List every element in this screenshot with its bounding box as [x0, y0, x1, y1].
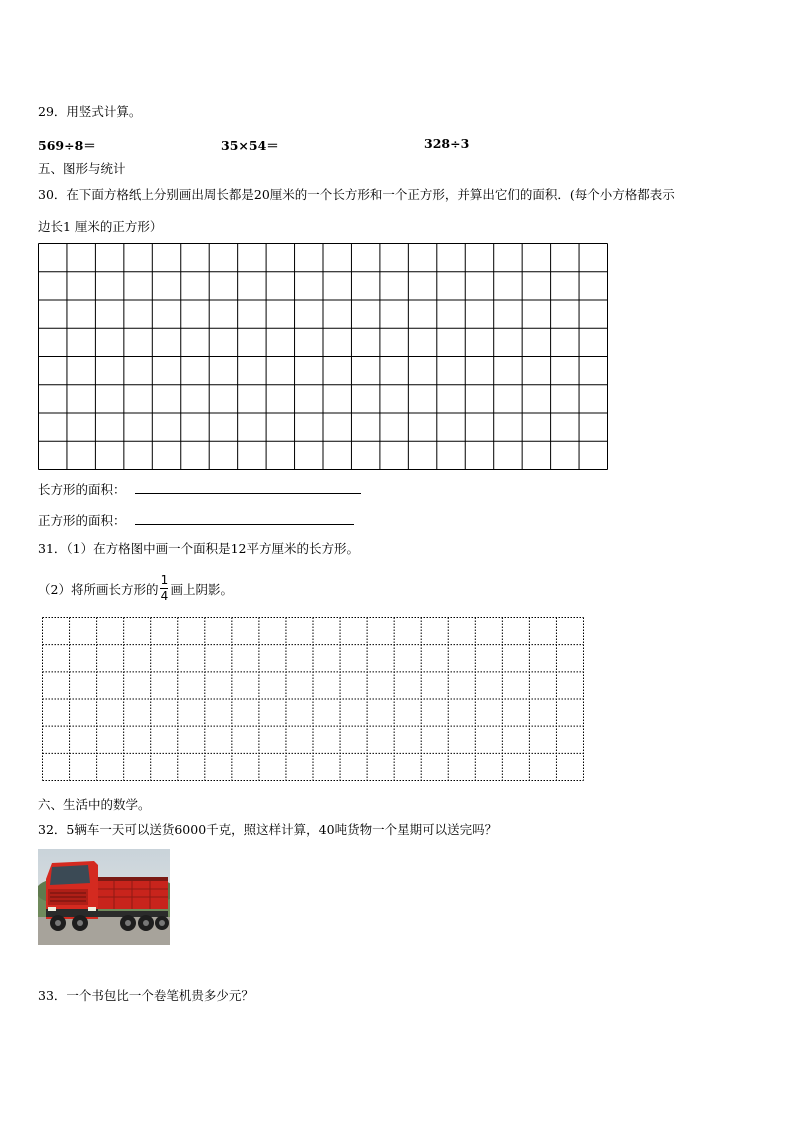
q30-text-line2: 边长1 厘米的正方形）: [38, 219, 163, 234]
one-quarter-fraction: [160, 574, 168, 603]
square-area-answer-line[interactable]: [135, 524, 354, 525]
q31-part1: 31．（1）在方格图中画一个面积是12平方厘米的长方形。: [38, 541, 360, 556]
rect-area-answer-line[interactable]: [135, 493, 361, 494]
q32-text: 32．5辆车一天可以送货6000千克，照这样计算，40吨货物一个星期可以送完吗？: [38, 822, 498, 837]
fraction-denominator: 4: [160, 589, 169, 603]
q31-part2: [38, 573, 233, 605]
q29-item-2: 35×54＝: [221, 138, 279, 153]
q29-item-1: 569÷8＝: [38, 138, 96, 153]
q30-grid-paper[interactable]: [38, 243, 608, 470]
q30-text-line1: 30．在下面方格纸上分别画出周长都是20厘米的一个长方形和一个正方形，并算出它们的面积．(每个小方格都表示: [38, 187, 675, 202]
section-6-heading: 六、生活中的数学。: [38, 797, 151, 812]
q29-title: 29．用竖式计算。: [38, 104, 142, 119]
section-5-heading: 五、图形与统计: [38, 161, 126, 176]
q31-dotted-grid[interactable]: [42, 617, 584, 781]
fraction-numerator: 1: [160, 573, 169, 587]
rect-area-label: 长方形的面积：: [38, 482, 126, 497]
square-area-label: 正方形的面积：: [38, 513, 126, 528]
q31-part2-suffix: 画上阴影。: [170, 582, 233, 597]
q31-part2-prefix: （2）将所画长方形的: [38, 582, 159, 597]
q33-text: 33．一个书包比一个卷笔机贵多少元？: [38, 988, 254, 1003]
q29-item-3: 328÷3: [424, 136, 470, 151]
red-truck-photo: [38, 849, 170, 945]
